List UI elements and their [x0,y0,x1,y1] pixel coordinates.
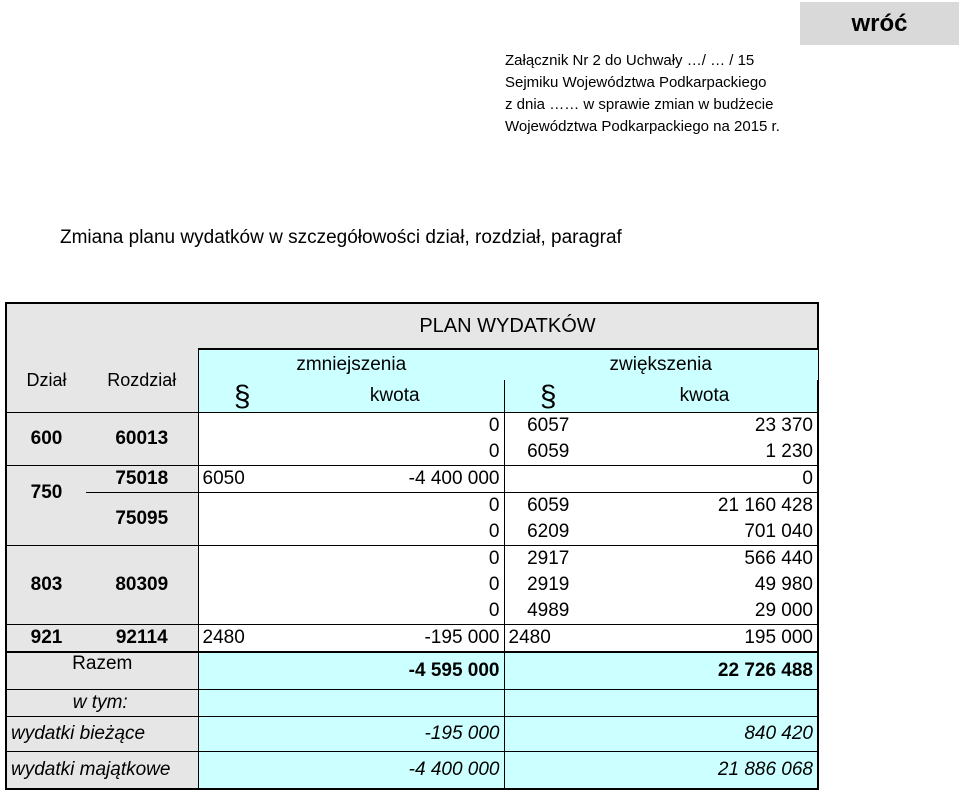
of-which-blank [286,690,504,717]
dec-par-cell [198,439,286,466]
inc-par-cell: 2919 [504,572,592,598]
rozdzial-header: Rozdział [86,349,198,413]
increase-amount-header: kwota [592,380,818,413]
inc-amount-cell: 29 000 [592,598,818,625]
dec-par-cell [198,413,286,440]
inc-amount-cell: 21 160 428 [592,493,818,520]
increase-par-header [504,380,592,413]
property-inc-amount: 21 886 068 [592,752,818,790]
inc-par-cell: 2917 [504,546,592,573]
attachment-line: Sejmiku Województwa Podkarpackiego [505,74,767,91]
inc-amount-cell: 701 040 [592,519,818,546]
rozdzial-cell: 60013 [86,413,198,466]
inc-par-cell: 6209 [504,519,592,546]
of-which-blank [198,690,286,717]
attachment-line: Załącznik Nr 2 do Uchwały …/ … / 15 [505,52,755,69]
total-label: Razem [6,652,198,690]
total-inc-par [504,652,592,690]
plan-header: PLAN WYDATKÓW [198,303,818,349]
inc-amount-cell: 0 [592,466,818,493]
dec-amount-cell: -4 400 000 [286,466,504,493]
attachment-line: z dnia …… w sprawie zmian w budżecie [505,96,774,113]
dec-par-cell [198,493,286,520]
dzial-cell: 803 [6,546,86,625]
property-inc-par [504,752,592,790]
of-which-label: w tym: [6,690,198,717]
current-dec-par [198,717,286,752]
rozdzial-cell: 75095 [86,493,198,546]
page-title: Zmiana planu wydatków w szczegółowości dział, rozdział, paragraf [60,227,622,248]
dec-par-cell [198,519,286,546]
dec-amount-cell: 0 [286,439,504,466]
inc-amount-cell: 1 230 [592,439,818,466]
back-button[interactable]: wróć [800,2,959,45]
header-blank [6,303,86,349]
property-expenses-label: wydatki majątkowe [6,752,198,790]
property-dec-par [198,752,286,790]
property-dec-amount: -4 400 000 [286,752,504,790]
dec-amount-cell: 0 [286,519,504,546]
rozdzial-cell: 92114 [86,625,198,653]
decrease-par-header [198,380,286,413]
inc-par-cell: 2480 [504,625,592,653]
total-dec-par [198,652,286,690]
decrease-header: zmniejszenia [198,349,504,380]
of-which-blank [504,690,592,717]
inc-par-cell [504,466,592,493]
dzial-cell: 750 [6,466,86,546]
attachment-line: Województwa Podkarpackiego na 2015 r. [505,118,780,135]
dec-par-cell [198,546,286,573]
dzial-cell: 600 [6,413,86,466]
dec-amount-cell: 0 [286,572,504,598]
current-expenses-label: wydatki bieżące [6,717,198,752]
total-dec-amount: -4 595 000 [286,652,504,690]
current-dec-amount: -195 000 [286,717,504,752]
paragraph-symbol: § [233,380,251,413]
current-inc-amount: 840 420 [592,717,818,752]
paragraph-symbol: § [539,380,557,413]
inc-par-cell: 6059 [504,493,592,520]
header-blank [86,303,198,349]
dzial-cell: 921 [6,625,86,653]
inc-amount-cell: 195 000 [592,625,818,653]
attachment-note [505,50,780,138]
dec-amount-cell: -195 000 [286,625,504,653]
dec-par-cell: 6050 [198,466,286,493]
inc-par-cell: 6059 [504,439,592,466]
rozdzial-cell: 80309 [86,546,198,625]
rozdzial-cell: 75018 [86,466,198,493]
inc-par-cell: 6057 [504,413,592,440]
expenditure-plan-table [5,302,819,790]
dec-par-cell [198,572,286,598]
dec-par-cell: 2480 [198,625,286,653]
dec-amount-cell: 0 [286,493,504,520]
dec-amount-cell: 0 [286,546,504,573]
of-which-blank [592,690,818,717]
inc-amount-cell: 49 980 [592,572,818,598]
decrease-amount-header: kwota [286,380,504,413]
current-inc-par [504,717,592,752]
dzial-header: Dział [6,349,86,413]
dec-par-cell [198,598,286,625]
inc-amount-cell: 566 440 [592,546,818,573]
inc-par-cell: 4989 [504,598,592,625]
dec-amount-cell: 0 [286,598,504,625]
dec-amount-cell: 0 [286,413,504,440]
increase-header: zwiększenia [504,349,818,380]
total-inc-amount: 22 726 488 [592,652,818,690]
inc-amount-cell: 23 370 [592,413,818,440]
